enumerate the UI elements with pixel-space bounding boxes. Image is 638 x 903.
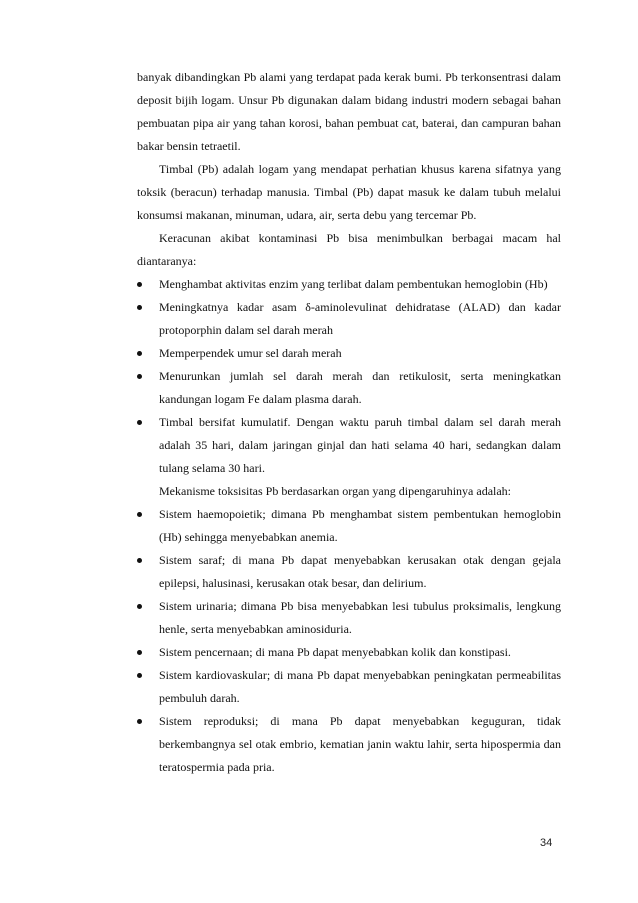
document-page <box>137 66 561 779</box>
page-number: 34 <box>540 837 553 849</box>
list-item-text: Menurunkan jumlah sel darah merah dan retikulosit, serta meningkatkan kandungan logam Fe dalam plasma darah. <box>159 369 561 406</box>
list-item <box>137 710 561 779</box>
paragraph-mechanism-intro: Mekanisme toksisitas Pb berdasarkan organ yang dipengaruhinya adalah: <box>159 484 512 498</box>
list-item <box>137 641 561 664</box>
list-item <box>137 296 561 342</box>
list-item-text: Sistem pencernaan; di mana Pb dapat menyebabkan kolik dan konstipasi. <box>159 645 511 659</box>
effects-list <box>137 273 561 480</box>
list-item <box>137 595 561 641</box>
list-item-text: Sistem saraf; di mana Pb dapat menyebabkan kerusakan otak dengan gejala epilepsi, halusinasi, kerusakan otak besar, dan delirium. <box>159 553 561 590</box>
list-item-text: Meningkatnya kadar asam δ-aminolevulinat dehidratase (ALAD) dan kadar protoporphin dalam sel darah merah <box>159 300 561 337</box>
bullet-icon <box>137 604 142 609</box>
mechanism-list <box>137 503 561 779</box>
list-item-text: Sistem kardiovaskular; di mana Pb dapat menyebabkan peningkatan permeabilitas pembuluh darah. <box>159 668 561 705</box>
list-item <box>137 273 561 296</box>
list-item <box>137 365 561 411</box>
list-item <box>137 549 561 595</box>
bullet-icon <box>137 351 142 356</box>
list-item <box>137 411 561 480</box>
list-item-text: Sistem urinaria; dimana Pb bisa menyebabkan lesi tubulus proksimalis, lengkung henle, serta menyebabkan aminosiduria. <box>159 599 561 636</box>
bullet-icon <box>137 719 142 724</box>
list-item <box>137 664 561 710</box>
bullet-icon <box>137 512 142 517</box>
paragraph-lead-usage: banyak dibandingkan Pb alami yang terdapat pada kerak bumi. Pb terkonsentrasi dalam deposit bijih logam. Unsur Pb digunakan dalam bidang industri modern sebagai bahan pembuatan pipa air yang tahan korosi, bahan pembuat cat, baterai, dan campuran bahan bakar bensin tetraetil. <box>137 70 561 153</box>
bullet-icon <box>137 282 142 287</box>
list-item-text: Sistem haemopoietik; dimana Pb menghambat sistem pembentukan hemoglobin (Hb) sehingga menyebabkan anemia. <box>159 507 561 544</box>
list-item <box>137 342 561 365</box>
paragraph-timbal-toxicity: Timbal (Pb) adalah logam yang mendapat perhatian khusus karena sifatnya yang toksik (beracun) terhadap manusia. Timbal (Pb) dapat masuk ke dalam tubuh melalui konsumsi makanan, minuman, udara, air, serta debu yang tercemar Pb. <box>137 162 561 222</box>
paragraph-contamination-intro: Keracunan akibat kontaminasi Pb bisa menimbulkan berbagai macam hal diantaranya: <box>137 231 561 268</box>
list-item-text: Memperpendek umur sel darah merah <box>159 346 342 360</box>
list-item-text: Sistem reproduksi; di mana Pb dapat menyebabkan keguguran, tidak berkembangnya sel otak embrio, kematian janin waktu lahir, serta hipospermia dan teratospermia pada pria. <box>159 714 561 774</box>
list-item-text: Timbal bersifat kumulatif. Dengan waktu paruh timbal dalam sel darah merah adalah 35 hari, dalam jaringan ginjal dan hati selama 40 hari, sedangkan dalam tulang selama 30 hari. <box>159 415 561 475</box>
list-item-text: Menghambat aktivitas enzim yang terlibat dalam pembentukan hemoglobin (Hb) <box>159 277 548 291</box>
bullet-icon <box>137 305 142 310</box>
bullet-icon <box>137 673 142 678</box>
bullet-icon <box>137 374 142 379</box>
bullet-icon <box>137 650 142 655</box>
bullet-icon <box>137 420 142 425</box>
bullet-icon <box>137 558 142 563</box>
list-item <box>137 503 561 549</box>
